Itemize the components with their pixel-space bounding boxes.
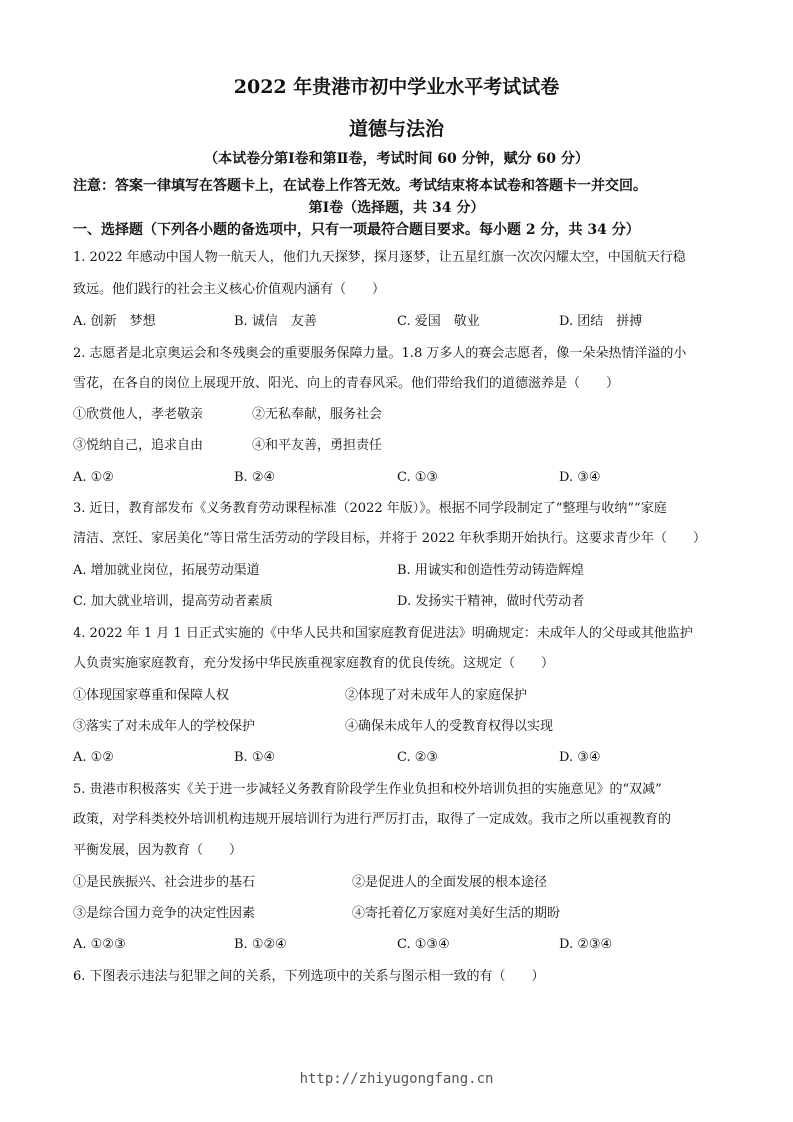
question-2-statement-3: ③悦纳自己，追求自由 (73, 438, 204, 453)
question-5-statement-4: ④寄托着亿万家庭对美好生活的期盼 (352, 906, 561, 921)
question-5-option-a: A. ①②③ (73, 937, 126, 952)
question-6-stem-line: 6. 下图表示违法与犯罪之间的关系，下列选项中的关系与图示相一致的有（ ） (73, 969, 545, 984)
question-4-option-d: D. ③④ (559, 750, 601, 765)
question-4-option-a: A. ①② (73, 750, 114, 765)
exam-notice: 注意：答案一律填写在答题卡上，在试卷上作答无效。考试结束将本试卷和答题卡一并交回。 (73, 178, 647, 194)
question-3-option-a: A. 增加就业岗位，拓展劳动渠道 (73, 563, 260, 578)
question-4-stem-line: 人负责实施家庭教育，充分发扬中华民族重视家庭教育的优良传统。这规定（ ） (73, 656, 555, 671)
question-1-stem-line: 致远。他们践行的社会主义核心价值观内涵有（ ） (73, 282, 386, 297)
question-2-statement-4: ④和平友善，勇担责任 (252, 438, 383, 453)
question-4-statement-2: ②体现了对未成年人的家庭保护 (345, 688, 528, 703)
question-5-option-d: D. ②③④ (559, 937, 613, 952)
question-3-stem-line: 清洁、烹饪、家居美化”等日常生活劳动的学段目标，并将于 2022 年秋季期开始执行。这要求青少年（ ） (73, 531, 706, 546)
question-4-statement-3: ③落实了对未成年人的学校保护 (73, 719, 256, 734)
question-2-stem-line: 雪花，在各自的岗位上展现开放、阳光、向上的青春风采。他们带给我们的道德滋养是（ ） (73, 376, 620, 391)
question-5-stem-line: 平衡发展，因为教育（ ） (73, 843, 243, 858)
question-1-option-c: C. 爱国 敬业 (397, 314, 480, 329)
question-5-option-b: B. ①②④ (234, 937, 287, 952)
footer-url: http://zhiyugongfang.cn (299, 1071, 494, 1087)
question-4-statement-4: ④确保未成年人的受教育权得以实现 (345, 719, 554, 734)
question-1-stem-line: 1. 2022 年感动中国人物一航天人，他们九天探梦，探月逐梦，让五星红旗一次次闪耀太空，中国航天行稳 (73, 250, 686, 265)
part-title: 第Ⅰ卷（选择题，共 34 分） (308, 200, 485, 216)
question-5-statement-3: ③是综合国力竞争的决定性因素 (73, 906, 256, 921)
question-3-option-d: D. 发扬实干精神，做时代劳动者 (397, 594, 585, 609)
question-2-option-b: B. ②④ (234, 470, 276, 485)
question-5-stem-line: 5. 贵港市积极落实《关于进一步减轻义务教育阶段学生作业负担和校外培训负担的实施意见》的“双减” (73, 782, 662, 797)
question-2-option-c: C. ①③ (397, 470, 439, 485)
subject-title: 道德与法治 (348, 118, 444, 140)
question-4-option-b: B. ①④ (234, 750, 276, 765)
question-2-statement-2: ②无私奉献，服务社会 (252, 407, 383, 422)
question-3-option-c: C. 加大就业培训，提高劳动者素质 (73, 594, 273, 609)
question-5-statement-2: ②是促进人的全面发展的根本途径 (352, 875, 548, 890)
question-5-statement-1: ①是民族振兴、社会进步的基石 (73, 875, 256, 890)
question-2-stem-line: 2. 志愿者是北京奥运会和冬残奥会的重要服务保障力量。1.8 万多人的赛会志愿者，像一朵朵热情洋溢的小 (73, 346, 687, 361)
question-2-option-d: D. ③④ (559, 470, 601, 485)
question-2-option-a: A. ①② (73, 470, 114, 485)
question-5-stem-line: 政策，对学科类校外培训机构违规开展培训行为进行严厉打击，取得了一定成效。我市之所以重视教育的 (73, 812, 672, 827)
exam-title: 2022 年贵港市初中学业水平考试试卷 (233, 76, 560, 98)
question-3-stem-line: 3. 近日，教育部发布《义务教育劳动课程标准（2022 年版）》。根据不同学段制定了“整理与收纳”“家庭 (73, 501, 667, 516)
question-1-option-d: D. 团结 拼搏 (559, 314, 643, 329)
exam-note: （本试卷分第Ⅰ卷和第Ⅱ卷，考试时间 60 分钟，赋分 60 分） (204, 151, 589, 167)
question-1-option-b: B. 诚信 友善 (234, 314, 317, 329)
question-2-statement-1: ①欣赏他人，孝老敬亲 (73, 407, 204, 422)
question-4-stem-line: 4. 2022 年 1 月 1 日正式实施的《中华人民共和国家庭教育促进法》明确规定：未成年人的父母或其他监护 (73, 626, 693, 641)
question-5-option-c: C. ①③④ (397, 937, 450, 952)
section-title: 一、选择题（下列各小题的备选项中，只有一项最符合题目要求。每小题 2 分，共 34 分） (73, 222, 640, 238)
question-1-option-a: A. 创新 梦想 (73, 314, 156, 329)
question-3-option-b: B. 用诚实和创造性劳动铸造辉煌 (397, 563, 584, 578)
question-4-statement-1: ①体现国家尊重和保障人权 (73, 688, 230, 703)
question-4-option-c: C. ②③ (397, 750, 439, 765)
